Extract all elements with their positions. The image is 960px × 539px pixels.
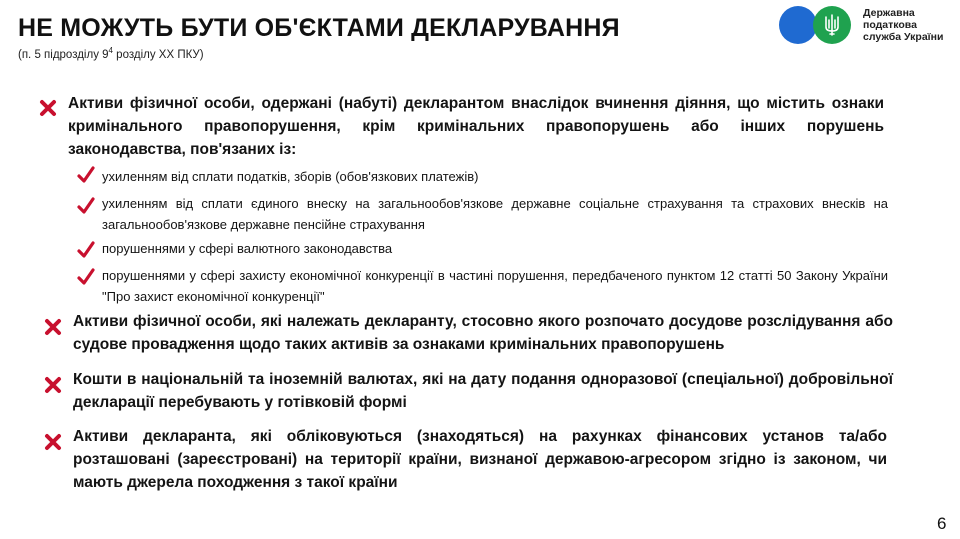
logo-line-2: податкова (863, 19, 917, 31)
check-icon (77, 268, 95, 286)
item-1-subitem-1: ухиленням від сплати податків, зборів (обов'язкових платежів) (102, 169, 479, 184)
item-1-text: Активи фізичної особи, одержані (набуті) декларантом внаслідок вчинення діяння, що містить ознаки кримінального правопорушення, крім кримінальних правопорушень або інших порушень законодавства, пов'язаних із: (68, 95, 884, 158)
tax-service-logo (779, 5, 959, 45)
logo-blue-circle (779, 6, 817, 44)
subtitle-superscript: 4 (108, 46, 113, 56)
logo-line-3: служба України (863, 31, 944, 43)
item-1-subitem-2: ухиленням від сплати єдиного внеску на загальнообов'язкове державне соціальне страхування та страхових внесків на загальнообов'язкове державне пенсійне страхування (102, 196, 888, 232)
check-icon (77, 166, 95, 184)
page-subtitle (18, 46, 204, 61)
cross-icon (44, 433, 62, 451)
cross-icon (39, 99, 57, 117)
item-2-text: Активи фізичної особи, які належать декларанту, стосовно якого розпочато досудове розслідування або судове провадження щодо таких активів за ознаками кримінальних правопорушень (73, 313, 893, 353)
page-number: 6 (937, 514, 947, 533)
subtitle-prefix: (п. 5 підрозділу 9 (18, 49, 109, 61)
page-title: НЕ МОЖУТЬ БУТИ ОБ'ЄКТАМИ ДЕКЛАРУВАННЯ (18, 14, 620, 42)
subtitle-suffix: розділу XX ПКУ) (112, 49, 204, 61)
item-1-subitem-3: порушеннями у сфері валютного законодавства (102, 241, 393, 256)
trident-icon (823, 14, 841, 36)
logo-line-1: Державна (863, 7, 915, 19)
check-icon (77, 197, 95, 215)
item-1-subitem-4: порушеннями у сфері захисту економічної конкуренції в частині порушення, передбаченого пунктом 12 статті 50 Закону України "Про захист економічної конкуренції" (102, 268, 888, 304)
cross-icon (44, 376, 62, 394)
item-4-text: Активи декларанта, які обліковуються (знаходяться) на рахунках фінансових установ та/або розташовані (зареєстровані) на території країни, визнаної державою-агресором згідно із законом, чи мають джерела походження з такої країни (73, 428, 887, 491)
cross-icon (44, 318, 62, 336)
check-icon (77, 241, 95, 259)
item-3-text: Кошти в національній та іноземній валютах, які на дату подання одноразової (спеціальної) добровільної декларації перебувають у готівковій формі (73, 371, 893, 411)
logo-text (863, 7, 943, 43)
